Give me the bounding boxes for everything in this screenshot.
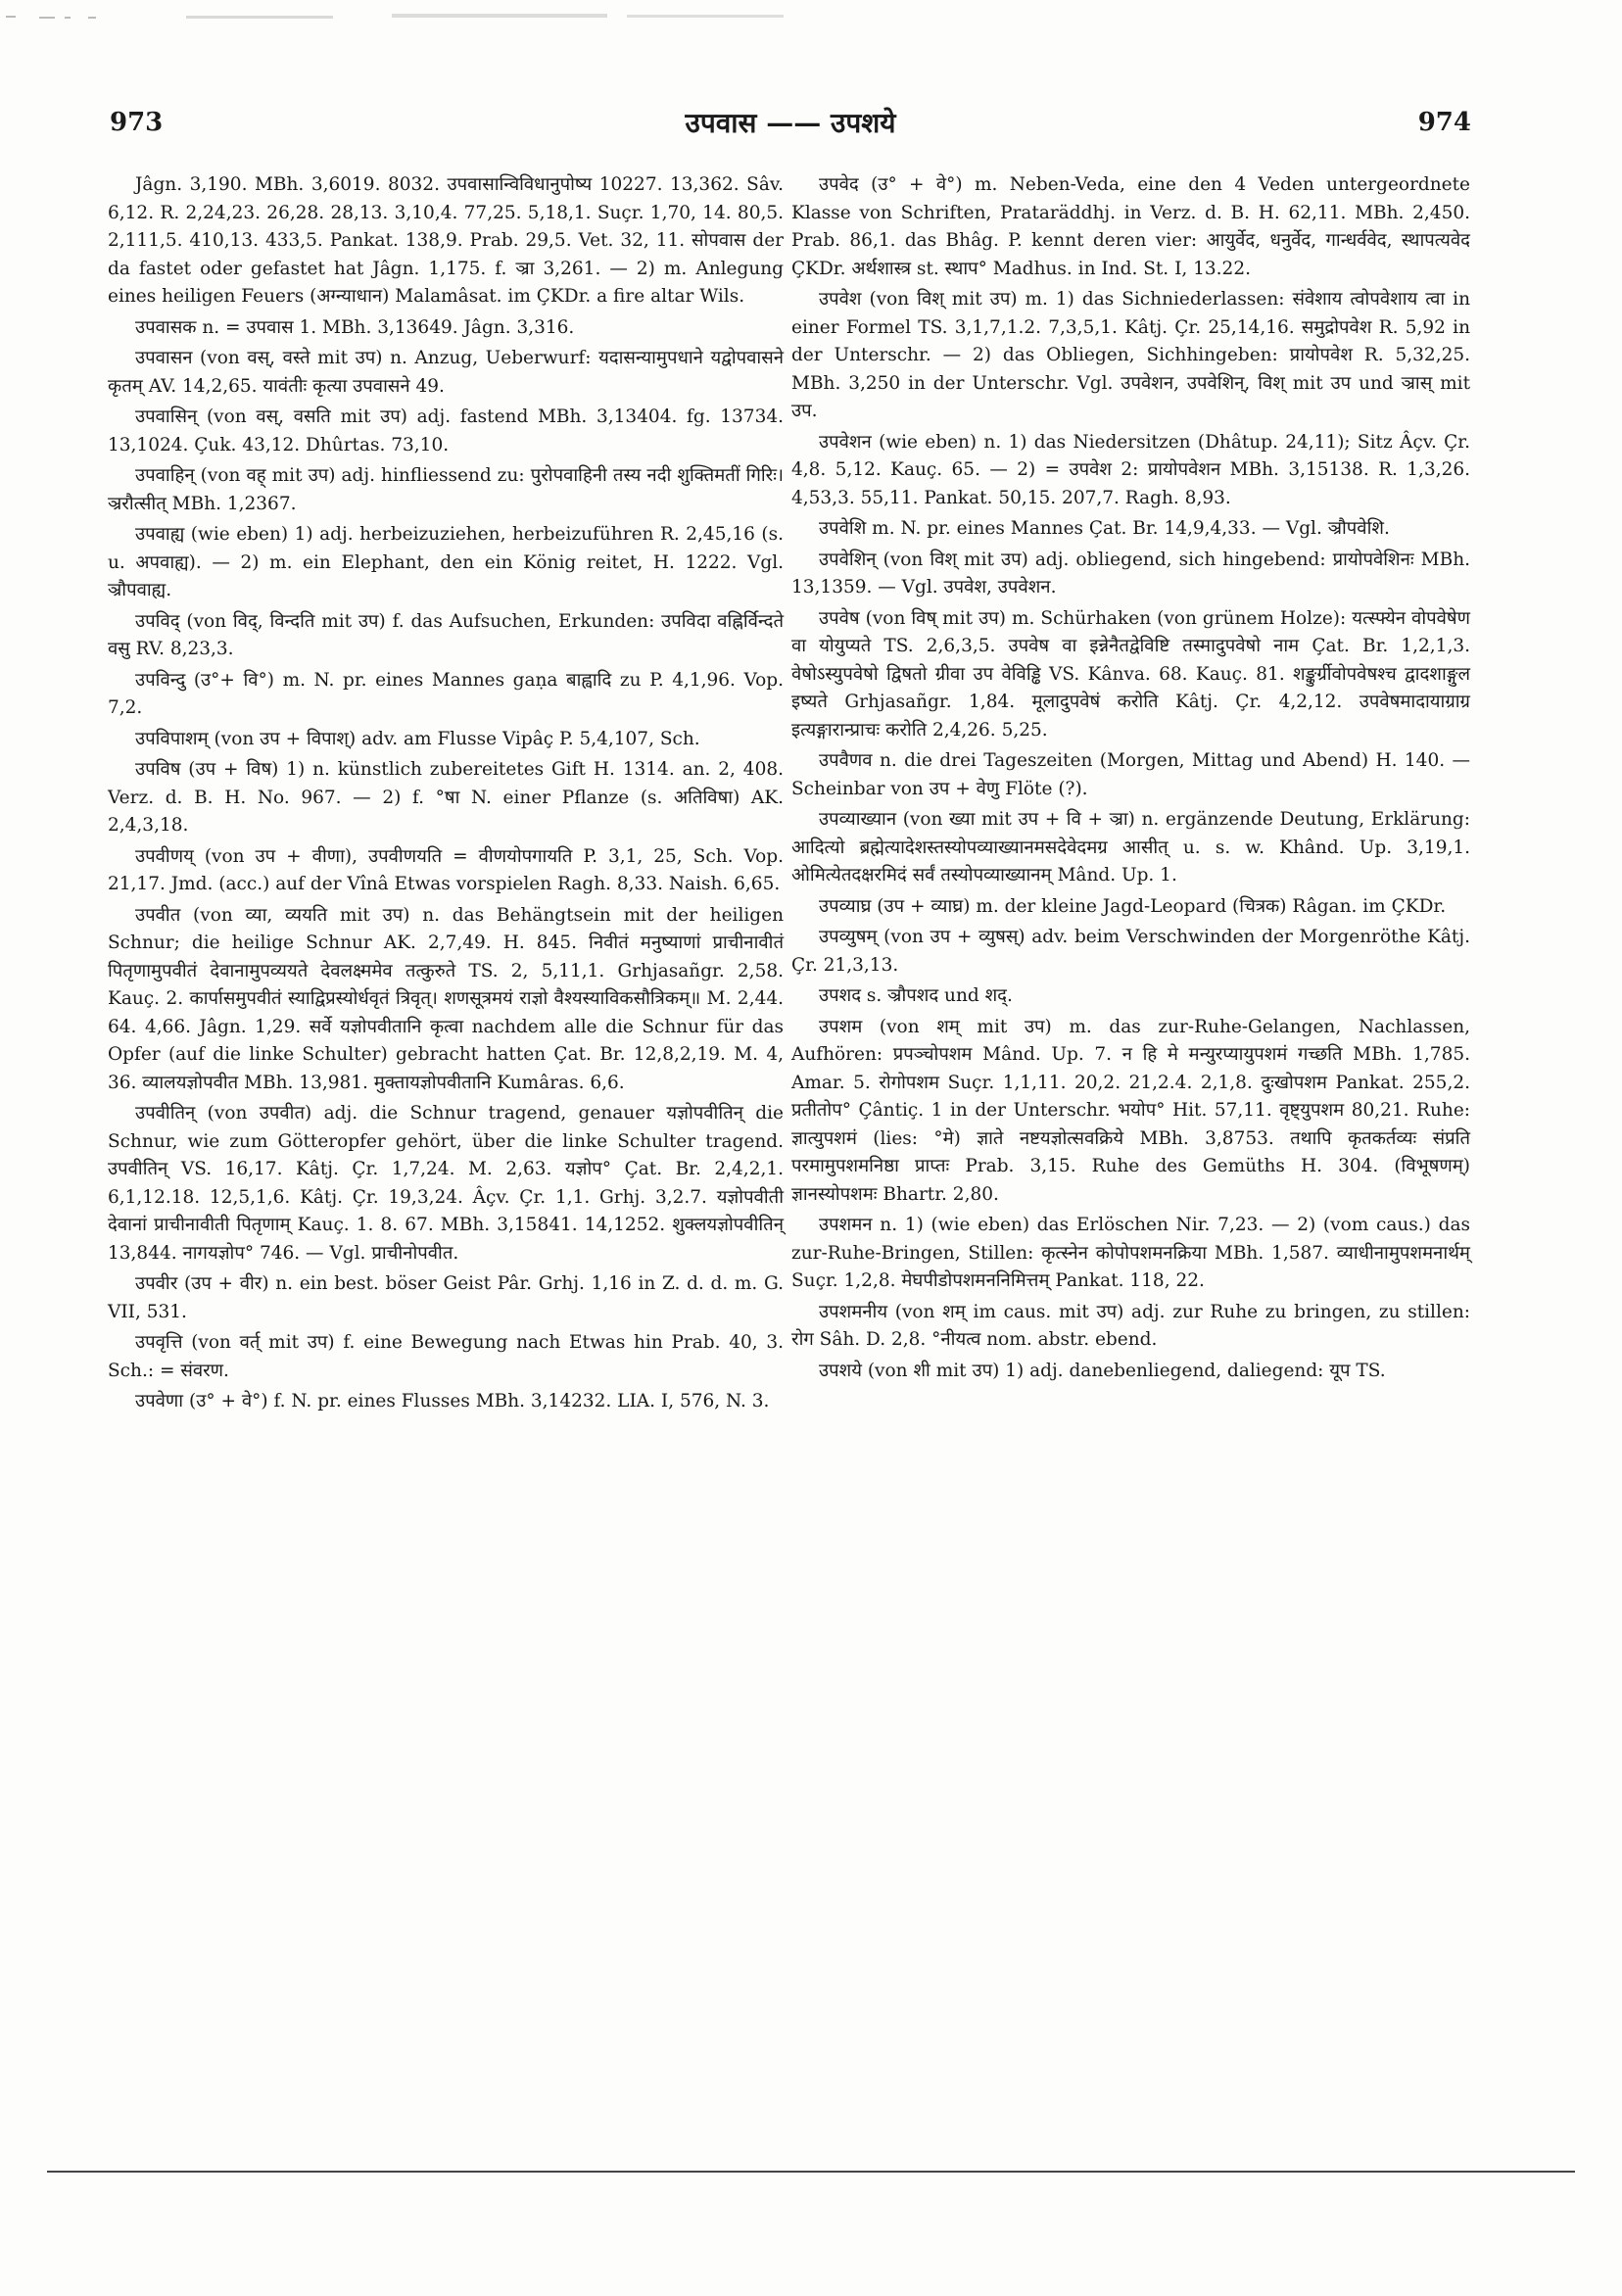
entry-upavasana: उपवासन (von वस्, वस्ते mit उप) n. Anzug, Ueberwurf: यदासन्यामुपधाने यद्वोपवासने कृतम् AV. 14,2,65. यावंतीः कृत्या उपवासने 49. [108, 348, 784, 397]
entry-upavesha: उपवेष (von विष् mit उप) m. Schürhaken (von grünem Holze): यत्स्फ्येन वोपवेषेण वा योयुप्यते TS. 2,6,3,5. उपवेष वा इन्नेनैतद्वेविष्टि तस्मादुपवेषो नाम Çat. Br. 1,2,1,3. वेषोऽस्युपवेषो द्विषतो ग्रीवा उप वेविड्ढि VS. Kânva. 68. Kauç. 81. शङ्कुर्ग्रीवोपवेषश्च द्वादशाङ्गुल इष्यते Grhjasañgr. 1,84. मूलादुपवेषं करोति Kâtj. Çr. 4,2,12. उपवेषमादायाग्राग्र इत्यङ्गारान्प्राचः करोति 2,4,26. 5,25. [791, 607, 1470, 741]
entry-upavindu: उपविन्दु (उ°+ वि°) m. N. pr. eines Mannes gaṇa बाह्वादि zu P. 4,1,96. Vop. 7,2. [108, 669, 784, 718]
entry-upavena: उपवेणा (उ° + वे°) f. N. pr. eines Flusses MBh. 3,14232. LIA. I, 576, N. 3. [135, 1391, 770, 1411]
entry-upasamaniya: उपशमनीय (von शम् im caus. mit उप) adj. zur Ruhe zu bringen, zu stillen: रोग Sâh. D. 2,8. °नीयत्व nom. abstr. ebend. [791, 1301, 1470, 1350]
entry-upavasin: उपवासिन् (von वस्, वसति mit उप) adj. fastend MBh. 3,13404. fg. 13734. 13,1024. Çuk. 43,12. Dhûrtas. 73,10. [108, 407, 784, 455]
page-number-left: 973 [110, 108, 164, 137]
entry-upavainava: उपवैणव n. die drei Tageszeiten (Morgen, Mittag und Abend) H. 140. — Scheinbar von उप + वेणु Flöte (?). [791, 750, 1470, 799]
entry-upavisha: उपविष (उप + विष) 1) n. künstlich zubereitetes Gift H. 1314. an. 2, 408. Verz. d. B. H. No. 967. — 2) f. °षा N. einer Pflanze (s. अतिविषा) AK. 2,4,3,18. [108, 759, 784, 836]
entry-upavahya: उपवाह्य (wie eben) 1) adj. herbeizuziehen, herbeizuführen R. 2,45,16 (s. u. अपवाह्य). — 2) m. ein Elephant, den ein König reitet, H. 1222. Vgl. ञ्रौपवाह्य. [108, 524, 784, 600]
entry-upasaye: उपशये (von शी mit उप) 1) adj. danebenliegend, daliegend: यूप TS. [819, 1360, 1386, 1381]
entry-upavita: उपवीत (von व्या, व्ययति mit उप) n. das Behängtsein mit der heiligen Schnur; die heilige Schnur AK. 2,7,49. H. 845. निवीतं मनुष्याणां प्राचीनावीतं पितृणामुपवीतं देवानामुपव्ययते देवलक्ष्ममेव तत्कुरुते TS. 2, 5,11,1. Grhjasañgr. 2,58. Kauç. 2. कार्पासमुपवीतं स्याद्विप्रस्योर्धवृतं त्रिवृत्। शणसूत्रमयं राज्ञो वैश्यस्याविकसौत्रिकम्॥ M. 2,44. 64. 4,66. Jâgn. 1,29. सर्वे यज्ञोपवीतानि कृत्वा nachdem alle die Schnur für das Opfer (auf die linke Schulter) gebracht hatten Çat. Br. 12,8,2,19. M. 4, 36. व्यालयज्ञोपवीत MBh. 13,981. मुक्तायज्ञोपवीतानि Kumâras. 6,6. [108, 904, 784, 1093]
entry-upavritti: उपवृत्ति (von वर्त् mit उप) f. eine Bewegung nach Etwas hin Prab. 40, 3. Sch.: = संवरण. [108, 1332, 784, 1381]
entry-upaveda: उपवेद (उ° + वे°) m. Neben-Veda, eine den 4 Veden untergeordnete Klasse von Schriften, Prataräddhj. in Verz. d. B. H. 62,11. MBh. 2,450. Prab. 86,1. das Bhâg. P. kennt deren vier: आयुर्वेद, धनुर्वेद, गान्धर्ववेद, स्थापत्यवेद ÇKDr. अर्थशास्त्र st. स्थाप° Madhus. in Ind. St. I, 13.22. [791, 174, 1470, 279]
entry-upavinay: उपवीणय् (von उप + वीणा), उपवीणयति = वीणयोपगायति P. 3,1, 25, Sch. Vop. 21,17. Jmd. (acc.) auf der Vînâ Etwas vorspielen Ragh. 8,33. Naish. 6,65. [108, 845, 784, 894]
entry-upasada: उपशद s. ञ्रौपशद und शद्. [819, 985, 1013, 1006]
entry-upavid: उपविद् (von विद्, विन्दति mit उप) f. das Aufsuchen, Erkunden: उपविदा वह्निर्विन्दते वसु RV. 8,23,3. [108, 610, 784, 659]
entry-upavyusham: उपव्युषम् (von उप + व्युषस्) adv. beim Verschwinden der Morgenröthe Kâtj. Çr. 21,3,13. [791, 927, 1470, 976]
entry-upavahin: उपवाहिन् (von वह् mit उप) adj. hinfliessend zu: पुरोपवाहिनी तस्य नदी शुक्तिमतीं गिरिः। ञ्ररौत्सीत् MBh. 1,2367. [108, 465, 784, 514]
scan-edge-noise [0, 0, 1622, 22]
bottom-rule [47, 2171, 1575, 2173]
entry-upasamana: उपशमन n. 1) (wie eben) das Erlöschen Nir. 7,23. — 2) (vom caus.) das zur-Ruhe-Bringen, Stillen: कृत्स्नेन कोपोपशमनक्रिया MBh. 1,587. व्याधीनामुपशमनार्थम् Suçr. 1,2,8. मेघपीडोपशमननिमित्तम् Pankat. 118, 22. [791, 1215, 1470, 1291]
right-column [791, 171, 1470, 1388]
entry-upavasaka: उपवासक n. = उपवास 1. MBh. 3,13649. Jâgn. 3,316. [135, 316, 575, 338]
entry-upavesi: उपवेशि m. N. pr. eines Mannes Çat. Br. 14,9,4,33. — Vgl. ञ्रौपवेशि. [819, 518, 1390, 539]
entry-upavyakhyana: उपव्याख्यान (von ख्या mit उप + वि + ञ्रा) n. ergänzende Deutung, Erklärung: आदित्यो ब्रह्मेत्यादेशस्तस्योपव्याख्यानमसदेवेदमग्र आसीत् u. s. w. Khând. Up. 3,19,1. ओमित्येतदक्षरमिदं सर्वं तस्योपव्याख्यानम् Mând. Up. 1. [791, 809, 1470, 885]
entry-upavipasam: उपविपाशम् (von उप + विपाश्) adv. am Flusse Vipâç P. 5,4,107, Sch. [135, 728, 700, 749]
left-column [108, 171, 784, 1419]
entry-upavesa: उपवेश (von विश् mit उप) m. 1) das Sichniederlassen: संवेशाय त्वोपवेशाय त्वा in einer Formel TS. 3,1,7,1.2. 7,3,5,1. Kâtj. Çr. 25,14,16. समुद्रोपवेश R. 5,92 in der Unterschr. — 2) das Obliegen, Sichhingeben: प्रायोपवेश R. 5,32,25. MBh. 3,250 in der Unterschr. Vgl. उपवेशन, उपवेशिन्, विश् mit उप und ञ्रास् mit उप. [791, 289, 1470, 421]
page-header [110, 104, 1471, 143]
running-head: उपवास —— उपशये [685, 107, 896, 139]
entry-upavesana: उपवेशन (wie eben) n. 1) das Niedersitzen (Dhâtup. 24,11); Sitz Âçv. Çr. 4,8. 5,12. Kauç. 65. — 2) = उपवेश 2: प्रायोपवेशन MBh. 3,15138. R. 1,3,26. 4,53,3. 55,11. Pankat. 50,15. 207,7. Ragh. 8,93. [791, 431, 1470, 508]
entry-upasama: उपशम (von शम् mit उप) m. das zur-Ruhe-Gelangen, Nachlassen, Aufhören: प्रपञ्चोपशम Mând. Up. 7. न हि मे मन्युरप्यायुपशमं गच्छति MBh. 1,785. Amar. 5. रोगोपशम Suçr. 1,1,11. 20,2. 21,2.4. 2,1,8. दुःखोपशम Pankat. 255,2. प्रतीतोप° Çântiç. 1 in der Unterschr. भयोप° Hit. 57,11. वृष्ट्युपशम 80,21. Ruhe: ज्ञात्युपशमं (lies: °मे) ज्ञाते नष्टयज्ञोत्सवक्रिये MBh. 3,8753. तथापि कृतकर्तव्यः संप्रति परमामुपशमनिष्ठा प्राप्तः Prab. 3,15. Ruhe des Gemüths H. 304. (विभूषणम्) ज्ञानस्योपशमः Bhartr. 2,80. [791, 1016, 1470, 1205]
entry-upavyaghra: उपव्याघ्र (उप + व्याघ्र) m. der kleine Jagd-Leopard (चित्रक) Râgan. im ÇKDr. [819, 895, 1447, 917]
entry-upavasa-cont: Jâgn. 3,190. MBh. 3,6019. 8032. उपवासान्विविधानुपोष्य 10227. 13,362. Sâv. 6,12. R. 2,24,23. 26,28. 28,13. 3,10,4. 77,25. 5,18,1. Suçr. 1,70, 14. 80,5. 2,111,5. 410,13. 433,5. Pankat. 138,9. Prab. 29,5. Vet. 32, 11. सोपवास der da fastet oder gefastet hat Jâgn. 1,175. f. ञ्रा 3,261. — 2) m. Anlegung eines heiligen Feuers (अग्न्याधान) Malamâsat. im ÇKDr. a fire altar Wils. [108, 174, 784, 307]
page-number-right: 974 [1417, 108, 1471, 137]
entry-upavesin: उपवेशिन् (von विश् mit उप) adj. obliegend, sich hingebend: प्रायोपवेशिनः MBh. 13,1359. — Vgl. उपवेश, उपवेशन. [791, 549, 1470, 598]
entry-upavira: उपवीर (उप + वीर) n. ein best. böser Geist Pâr. Grhj. 1,16 in Z. d. d. m. G. VII, 531. [108, 1273, 784, 1322]
entry-upavitin: उपवीतिन् (von उपवीत) adj. die Schnur tragend, genauer यज्ञोपवीतिन् die Schnur, wie zum Götteropfer gehört, über die linke Schulter tragend. उपवीतिन् VS. 16,17. Kâtj. Çr. 1,7,24. M. 2,63. यज्ञोप° Çat. Br. 2,4,2,1. 6,1,12.18. 12,5,1,6. Kâtj. Çr. 19,3,24. Âçv. Çr. 1,1. Grhj. 3,2.7. यज्ञोपवीती देवानां प्राचीनावीती पितृणाम् Kauç. 1. 8. 67. MBh. 3,15841. 14,1252. शुक्लयज्ञोपवीतिन् 13,844. नागयज्ञोप° 746. — Vgl. प्राचीनोपवीत. [108, 1103, 784, 1264]
